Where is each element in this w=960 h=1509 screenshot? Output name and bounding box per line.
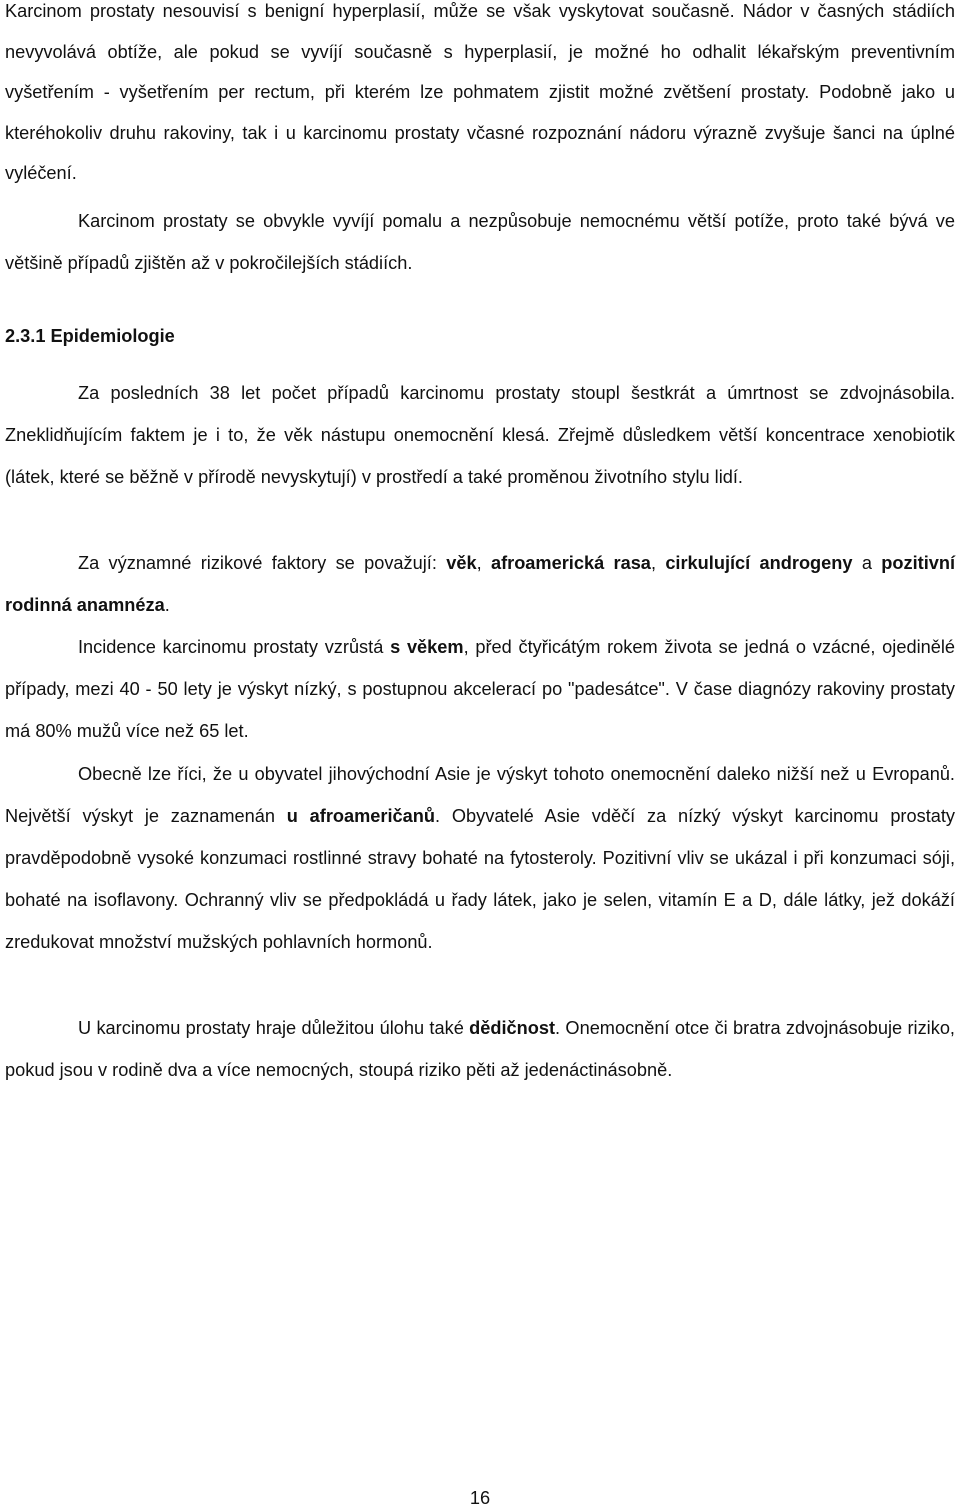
- risk-factor-age: věk: [446, 553, 477, 573]
- paragraph-incidence: [5, 626, 955, 752]
- paragraph-slow-development: Karcinom prostaty se obvykle vyvíjí pomalu a nezpůsobuje nemocnému větší potíže, proto také bývá ve většině případů zjištěn až v pokročilejších stádiích.: [5, 211, 955, 273]
- paragraph-intro-text: Karcinom prostaty nesouvisí s benigní hyperplasií, může se však vyskytovat současně. Nádor v časných stádiích nevyvolává obtíže, ale pokud se vyvíjí současně s hyperplasií, je možné ho odhalit lékařským preventivním vyšetřením - vyšetřením per rectum, při kterém lze pohmatem zjistit možné zvětšení prostaty.: [5, 1, 955, 102]
- heredity-text-1: U karcinomu prostaty hraje důležitou úlohu také: [78, 1018, 470, 1038]
- risk-factor-family-history: pozitivní rodinná anamnéza: [5, 553, 956, 615]
- incidence-bold-age: s věkem: [390, 637, 464, 657]
- paragraph-intro: [5, 0, 955, 194]
- paragraph-intro-continuation: Podobně jako u kteréhokoliv druhu rakoviny, tak i u karcinomu prostaty včasné rozpoznání nádoru výrazně zvyšuje šanci na úplné vyléčení.: [5, 82, 955, 183]
- geography-bold-afroamericans: u afroameričanů: [286, 806, 436, 826]
- risk-text-1: Za významné rizikové faktory se považují:: [78, 553, 447, 573]
- geography-text-2: . Obyvatelé Asie vděčí za nízký výskyt karcinomu prostaty pravděpodobně vysoké konzumaci rostlinné stravy bohaté na fytosteroly. Pozitivní vliv se ukázal i při konzumaci sóji, bohaté na isoflavony. Ochranný vliv se předpokládá u řady látek, jako je selen, vitamín E a D, dále látky, jež dokáží zredukovat množství mužských pohlavních hormonů.: [5, 806, 956, 952]
- paragraph-epidemiology: Za posledních 38 let počet případů karcinomu prostaty stoupl šestkrát a úmrtnost se zdvojnásobila. Zneklidňujícím faktem je i to, že věk nástupu onemocnění klesá. Zřejmě důsledkem větší koncentrace xenobiotik (látek, které se běžně v přírodě nevyskytují) v prostředí a také proměnou životního stylu lidí.: [5, 383, 955, 487]
- geography-text-1: Obecně lze říci, že u obyvatel jihovýchodní Asie je výskyt tohoto onemocnění daleko nižší než u Evropanů. Největší výskyt je zaznamenán: [5, 764, 955, 826]
- risk-text-4: a: [852, 553, 882, 573]
- risk-factor-race: afroamerická rasa: [490, 553, 651, 573]
- risk-text-3: ,: [650, 553, 666, 573]
- paragraph-heredity: [5, 1007, 955, 1091]
- risk-text-5: .: [164, 595, 170, 615]
- paragraph-risk-factors: [5, 542, 955, 626]
- section-heading: 2.3.1 Epidemiologie: [5, 326, 175, 346]
- risk-text-2: ,: [476, 553, 491, 573]
- heredity-text-2: . Onemocnění otce či bratra zdvojnásobuje riziko, pokud jsou v rodině dva a více nemocných, stoupá riziko pěti až jedenáctinásobně.: [5, 1018, 955, 1080]
- risk-factor-androgens: cirkulující androgeny: [665, 553, 853, 573]
- page-number: 16: [469, 1488, 491, 1508]
- paragraph-geography: [5, 753, 955, 963]
- incidence-text-2: , před čtyřicátým rokem života se jedná o vzácné, ojedinělé případy, mezi 40 - 50 lety je výskyt nízký, s postupnou akcelerací po "padesátce". V čase diagnózy rakoviny prostaty má 80% mužů více než 65 let.: [5, 637, 955, 741]
- incidence-text-1: Incidence karcinomu prostaty vzrůstá: [78, 637, 391, 657]
- heredity-bold: dědičnost: [469, 1018, 556, 1038]
